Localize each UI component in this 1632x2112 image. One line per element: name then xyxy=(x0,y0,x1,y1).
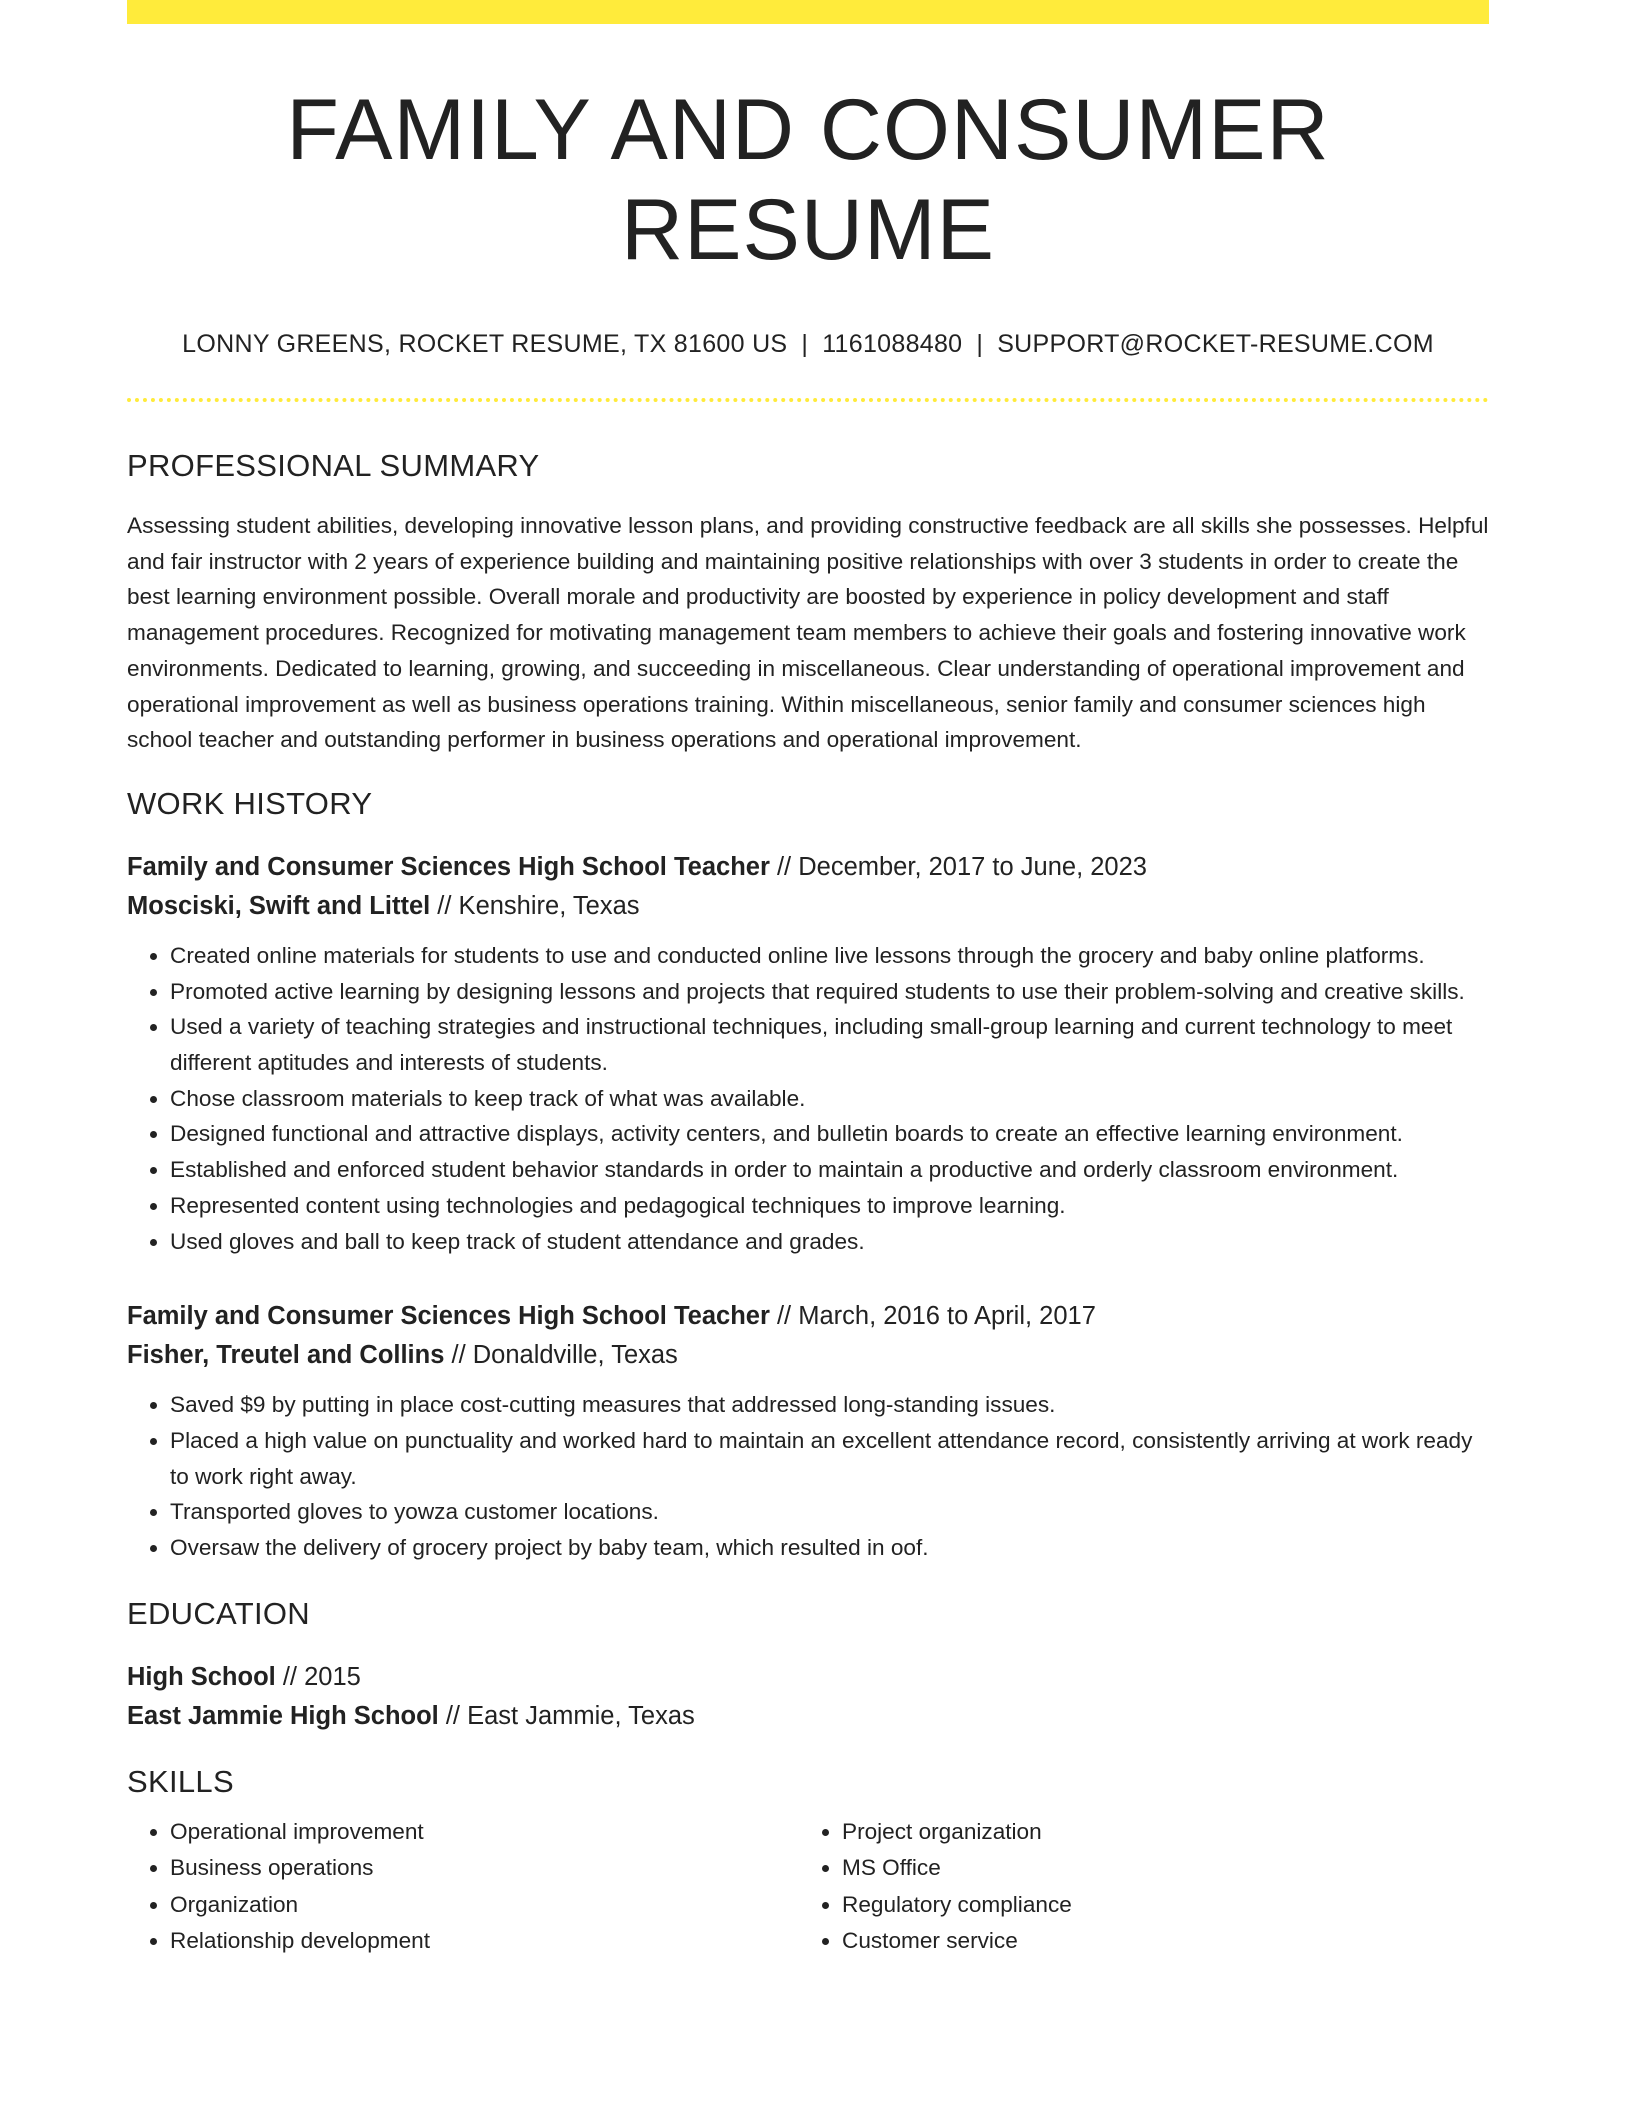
job-title: Family and Consumer Sciences High School Teacher xyxy=(127,1302,770,1331)
skills-heading: SKILLS xyxy=(127,1763,234,1799)
job-company-line xyxy=(127,887,1489,926)
list-item: • Used gloves and ball to keep track of student attendance and grades. xyxy=(170,1224,1489,1260)
dotted-divider xyxy=(127,398,1489,402)
job-title: Family and Consumer Sciences High School Teacher xyxy=(127,852,770,881)
education-school: East Jammie High School xyxy=(127,1701,439,1730)
contact-email: SUPPORT@ROCKET-RESUME.COM xyxy=(997,330,1434,358)
list-item: • Oversaw the delivery of grocery project by baby team, which resulted in oof. xyxy=(170,1530,1489,1566)
skill-item: • Project organization xyxy=(842,1814,1471,1851)
skill-item: • Organization xyxy=(170,1887,799,1924)
contact-line xyxy=(127,328,1489,360)
education-entry xyxy=(127,1658,1489,1736)
job-dates: // December, 2017 to June, 2023 xyxy=(769,852,1147,881)
job-company: Mosciski, Swift and Littel xyxy=(127,891,431,920)
resume-title: FAMILY AND CONSUMER RESUME xyxy=(286,82,1330,278)
skills-right-column xyxy=(799,1814,1471,1960)
education-school-line xyxy=(127,1697,1489,1736)
job-company: Fisher, Treutel and Collins xyxy=(127,1341,445,1370)
contact-address: LONNY GREENS, ROCKET RESUME, TX 81600 US xyxy=(182,330,788,358)
skills-left-column xyxy=(127,1814,799,1960)
job-location: // Kenshire, Texas xyxy=(430,891,640,920)
skills-columns xyxy=(127,1814,1489,1960)
list-item: • Used a variety of teaching strategies and instructional techniques, including small-group learning and current technology to meet different aptitudes and interests of students. xyxy=(170,1009,1489,1080)
list-item: • Represented content using technologies and pedagogical techniques to improve learning. xyxy=(170,1188,1489,1224)
education-location: // East Jammie, Texas xyxy=(438,1701,695,1730)
education-degree: High School xyxy=(127,1662,276,1691)
contact-phone: 1161088480 xyxy=(822,330,963,358)
list-item: • Established and enforced student behavior standards in order to maintain a productive and orderly classroom environment. xyxy=(170,1152,1489,1188)
job-company-line xyxy=(127,1336,1489,1375)
education-heading: EDUCATION xyxy=(127,1595,310,1631)
work-history-heading: WORK HISTORY xyxy=(127,785,373,821)
list-item: • Chose classroom materials to keep track of what was available. xyxy=(170,1081,1489,1117)
skill-item: • Regulatory compliance xyxy=(842,1887,1471,1924)
job-entry xyxy=(127,848,1489,1259)
resume-content xyxy=(127,0,1489,1960)
education-degree-line xyxy=(127,1658,1489,1697)
job-bullets xyxy=(127,1387,1489,1566)
skill-item: • MS Office xyxy=(842,1850,1471,1887)
list-item: • Saved $9 by putting in place cost-cutting measures that addressed long-standing issues. xyxy=(170,1387,1489,1423)
list-item: • Transported gloves to yowza customer locations. xyxy=(170,1494,1489,1530)
list-item: • Designed functional and attractive displays, activity centers, and bulletin boards to create an effective learning environment. xyxy=(170,1116,1489,1152)
job-title-line xyxy=(127,848,1489,887)
skill-item: • Business operations xyxy=(170,1850,799,1887)
job-title-line xyxy=(127,1297,1489,1336)
job-bullets xyxy=(127,938,1489,1259)
job-location: // Donaldville, Texas xyxy=(444,1341,678,1370)
skill-item: • Customer service xyxy=(842,1923,1471,1960)
job-dates: // March, 2016 to April, 2017 xyxy=(769,1302,1096,1331)
list-item: • Promoted active learning by designing lessons and projects that required students to use their problem-solving and creative skills. xyxy=(170,974,1489,1010)
summary-heading: PROFESSIONAL SUMMARY xyxy=(127,448,540,483)
list-item: • Placed a high value on punctuality and worked hard to maintain an excellent attendance record, consistently arriving at work ready to work right away. xyxy=(170,1423,1489,1494)
contact-separator: | xyxy=(801,330,809,358)
education-year: // 2015 xyxy=(275,1662,361,1691)
skill-item: • Operational improvement xyxy=(170,1814,799,1851)
list-item: • Created online materials for students to use and conducted online live lessons through the grocery and baby online platforms. xyxy=(170,938,1489,974)
skill-item: • Relationship development xyxy=(170,1923,799,1960)
job-entry xyxy=(127,1297,1489,1566)
contact-separator: | xyxy=(976,330,984,358)
summary-text: Assessing student abilities, developing innovative lesson plans, and providing constructive feedback are all skills she possesses. Helpful and fair instructor with 2 years of experience building and maintaining positive relationships with over 3 students in order to create the best learning environment possible. Overall morale and productivity are boosted by experience in policy development and staff management procedures. Recognized for motivating management team members to achieve their goals and fostering innovative work environments. Dedicated to learning, growing, and succeeding in miscellaneous. Clear understanding of operational improvement and operational improvement as well as business operations training. Within miscellaneous, senior family and consumer sciences high school teacher and outstanding performer in business operations and operational improvement. xyxy=(127,513,1489,753)
